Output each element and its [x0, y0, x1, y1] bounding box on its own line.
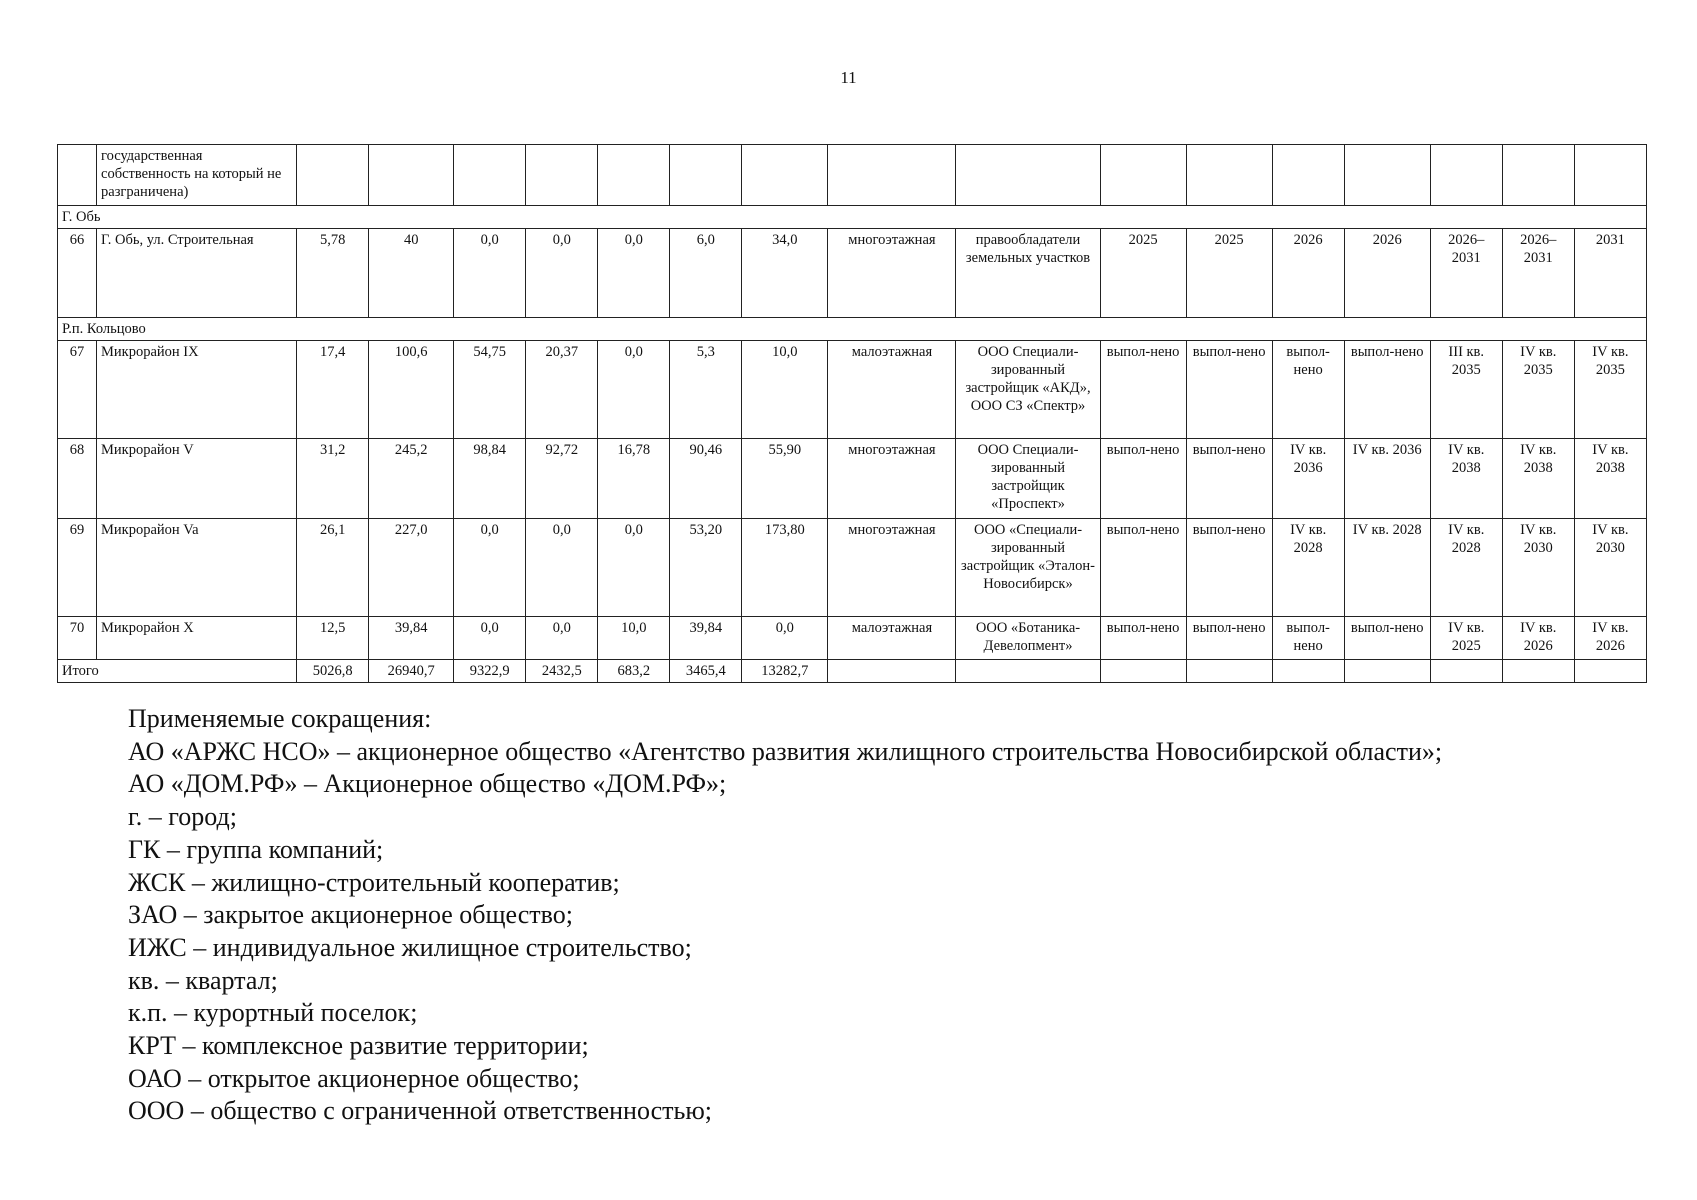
stage-date: IV кв. 2035: [1502, 341, 1574, 439]
area-value: 39,84: [670, 617, 742, 660]
stage-date: выпол-нено: [1186, 439, 1272, 519]
building-type: многоэтажная: [828, 439, 956, 519]
area-value: 34,0: [742, 229, 828, 318]
stage-date: IV кв. 2035: [1574, 341, 1646, 439]
object-name: Микрорайон X: [97, 617, 297, 660]
area-value: 0,0: [454, 229, 526, 318]
area-value: 0,0: [526, 617, 598, 660]
area-value: 0,0: [454, 617, 526, 660]
area-value: 0,0: [598, 519, 670, 617]
stage-date: IV кв. 2038: [1430, 439, 1502, 519]
building-type: малоэтажная: [828, 617, 956, 660]
abbreviations-list: [128, 703, 1442, 1128]
table-row: [58, 617, 1647, 660]
row-number: 68: [58, 439, 97, 519]
stage-date: IV кв. 2036: [1344, 439, 1430, 519]
abbreviation-item: КРТ – комплексное развитие территории;: [128, 1031, 589, 1061]
row-number: 67: [58, 341, 97, 439]
area-value: 12,5: [297, 617, 369, 660]
developer: ООО «Ботаника-Девелопмент»: [956, 617, 1100, 660]
abbreviations-title: Применяемые сокращения:: [128, 704, 432, 733]
group-row: [58, 318, 1647, 341]
total-value: 26940,7: [369, 660, 454, 683]
empty-cell: [1344, 660, 1430, 683]
area-value: 100,6: [369, 341, 454, 439]
empty-cell: [828, 660, 956, 683]
building-type: малоэтажная: [828, 341, 956, 439]
stage-date: выпол-нено: [1100, 617, 1186, 660]
stage-date: 2025: [1186, 229, 1272, 318]
abbreviation-item: ОАО – открытое акционерное общество;: [128, 1063, 580, 1093]
total-row: [58, 660, 1647, 683]
row-number: 69: [58, 519, 97, 617]
stage-date: 2026: [1344, 229, 1430, 318]
abbreviation-item: ИЖС – индивидуальное жилищное строительство;: [128, 932, 692, 962]
abbreviation-item: АО «АРЖС НСО» – акционерное общество «Агентство развития жилищного строительства Новосибирской области»;: [128, 736, 1443, 766]
area-value: 5,78: [297, 229, 369, 318]
total-label: Итого: [58, 660, 297, 683]
page-number: 11: [840, 68, 857, 87]
stage-date: IV кв. 2026: [1502, 617, 1574, 660]
stage-date: IV кв. 2038: [1502, 439, 1574, 519]
empty-cell: [956, 660, 1100, 683]
stage-date: IV кв. 2028: [1344, 519, 1430, 617]
area-value: 16,78: [598, 439, 670, 519]
developer: правообладатели земельных участков: [956, 229, 1100, 318]
stage-date: выпол-нено: [1272, 617, 1344, 660]
total-value: 13282,7: [742, 660, 828, 683]
area-value: 55,90: [742, 439, 828, 519]
stage-date: IV кв. 2028: [1272, 519, 1344, 617]
stage-date: 2026–2031: [1430, 229, 1502, 318]
stage-date: III кв. 2035: [1430, 341, 1502, 439]
row-number: 66: [58, 229, 97, 318]
stage-date: выпол-нено: [1186, 617, 1272, 660]
developer: ООО Специали-зированный застройщик «Проспект»: [956, 439, 1100, 519]
total-value: 2432,5: [526, 660, 598, 683]
developer: ООО «Специали-зированный застройщик «Эталон-Новосибирск»: [956, 519, 1100, 617]
developer: ООО Специали-зированный застройщик «АКД», ООО СЗ «Спектр»: [956, 341, 1100, 439]
area-value: 5,3: [670, 341, 742, 439]
table-row: [58, 341, 1647, 439]
area-value: 20,37: [526, 341, 598, 439]
area-value: 10,0: [742, 341, 828, 439]
area-value: 0,0: [742, 617, 828, 660]
table-row-continuation: [58, 145, 1647, 206]
housing-construction-table: [57, 144, 1647, 683]
total-value: 683,2: [598, 660, 670, 683]
area-value: 31,2: [297, 439, 369, 519]
area-value: 10,0: [598, 617, 670, 660]
empty-cell: [1186, 660, 1272, 683]
empty-cell: [1272, 660, 1344, 683]
abbreviation-item: кв. – квартал;: [128, 965, 278, 995]
table-row: [58, 519, 1647, 617]
group-name: Г. Обь: [58, 206, 1647, 229]
object-name: Микрорайон IX: [97, 341, 297, 439]
table-row: [58, 439, 1647, 519]
abbreviation-item: ЖСК – жилищно-строительный кооператив;: [128, 867, 620, 897]
total-value: 9322,9: [454, 660, 526, 683]
total-value: 3465,4: [670, 660, 742, 683]
stage-date: 2031: [1574, 229, 1646, 318]
area-value: 227,0: [369, 519, 454, 617]
abbreviation-item: ООО – общество с ограниченной ответственностью;: [128, 1096, 713, 1126]
stage-date: 2025: [1100, 229, 1186, 318]
stage-date: IV кв. 2036: [1272, 439, 1344, 519]
stage-date: выпол-нено: [1186, 341, 1272, 439]
building-type: многоэтажная: [828, 229, 956, 318]
stage-date: IV кв. 2038: [1574, 439, 1646, 519]
object-name: Микрорайон V: [97, 439, 297, 519]
area-value: 0,0: [454, 519, 526, 617]
abbreviation-item: АО «ДОМ.РФ» – Акционерное общество «ДОМ.РФ»;: [128, 769, 727, 799]
stage-date: IV кв. 2026: [1574, 617, 1646, 660]
stage-date: IV кв. 2030: [1502, 519, 1574, 617]
area-value: 40: [369, 229, 454, 318]
area-value: 17,4: [297, 341, 369, 439]
area-value: 98,84: [454, 439, 526, 519]
area-value: 6,0: [670, 229, 742, 318]
area-value: 173,80: [742, 519, 828, 617]
area-value: 90,46: [670, 439, 742, 519]
area-value: 0,0: [526, 519, 598, 617]
object-name: Микрорайон Va: [97, 519, 297, 617]
stage-date: IV кв. 2028: [1430, 519, 1502, 617]
stage-date: IV кв. 2030: [1574, 519, 1646, 617]
group-row: [58, 206, 1647, 229]
abbreviation-item: ЗАО – закрытое акционерное общество;: [128, 900, 573, 930]
group-name: Р.п. Кольцово: [58, 318, 1647, 341]
area-value: 26,1: [297, 519, 369, 617]
continuation-cell: государственная собственность на который не разграничена): [97, 145, 297, 206]
area-value: 54,75: [454, 341, 526, 439]
stage-date: выпол-нено: [1186, 519, 1272, 617]
abbreviation-item: ГК – группа компаний;: [128, 834, 384, 864]
empty-cell: [1574, 660, 1646, 683]
building-type: многоэтажная: [828, 519, 956, 617]
stage-date: IV кв. 2025: [1430, 617, 1502, 660]
row-number: 70: [58, 617, 97, 660]
total-value: 5026,8: [297, 660, 369, 683]
area-value: 53,20: [670, 519, 742, 617]
stage-date: 2026–2031: [1502, 229, 1574, 318]
area-value: 0,0: [526, 229, 598, 318]
empty-cell: [1430, 660, 1502, 683]
object-name: Г. Обь, ул. Строительная: [97, 229, 297, 318]
area-value: 39,84: [369, 617, 454, 660]
stage-date: выпол-нено: [1272, 341, 1344, 439]
empty-cell: [1502, 660, 1574, 683]
empty-cell: [1100, 660, 1186, 683]
stage-date: выпол-нено: [1344, 617, 1430, 660]
area-value: 92,72: [526, 439, 598, 519]
stage-date: выпол-нено: [1344, 341, 1430, 439]
stage-date: 2026: [1272, 229, 1344, 318]
abbreviation-item: к.п. – курортный поселок;: [128, 998, 418, 1028]
stage-date: выпол-нено: [1100, 519, 1186, 617]
stage-date: выпол-нено: [1100, 341, 1186, 439]
area-value: 0,0: [598, 229, 670, 318]
area-value: 245,2: [369, 439, 454, 519]
area-value: 0,0: [598, 341, 670, 439]
abbreviation-item: г. – город;: [128, 802, 237, 832]
stage-date: выпол-нено: [1100, 439, 1186, 519]
table-row: [58, 229, 1647, 318]
